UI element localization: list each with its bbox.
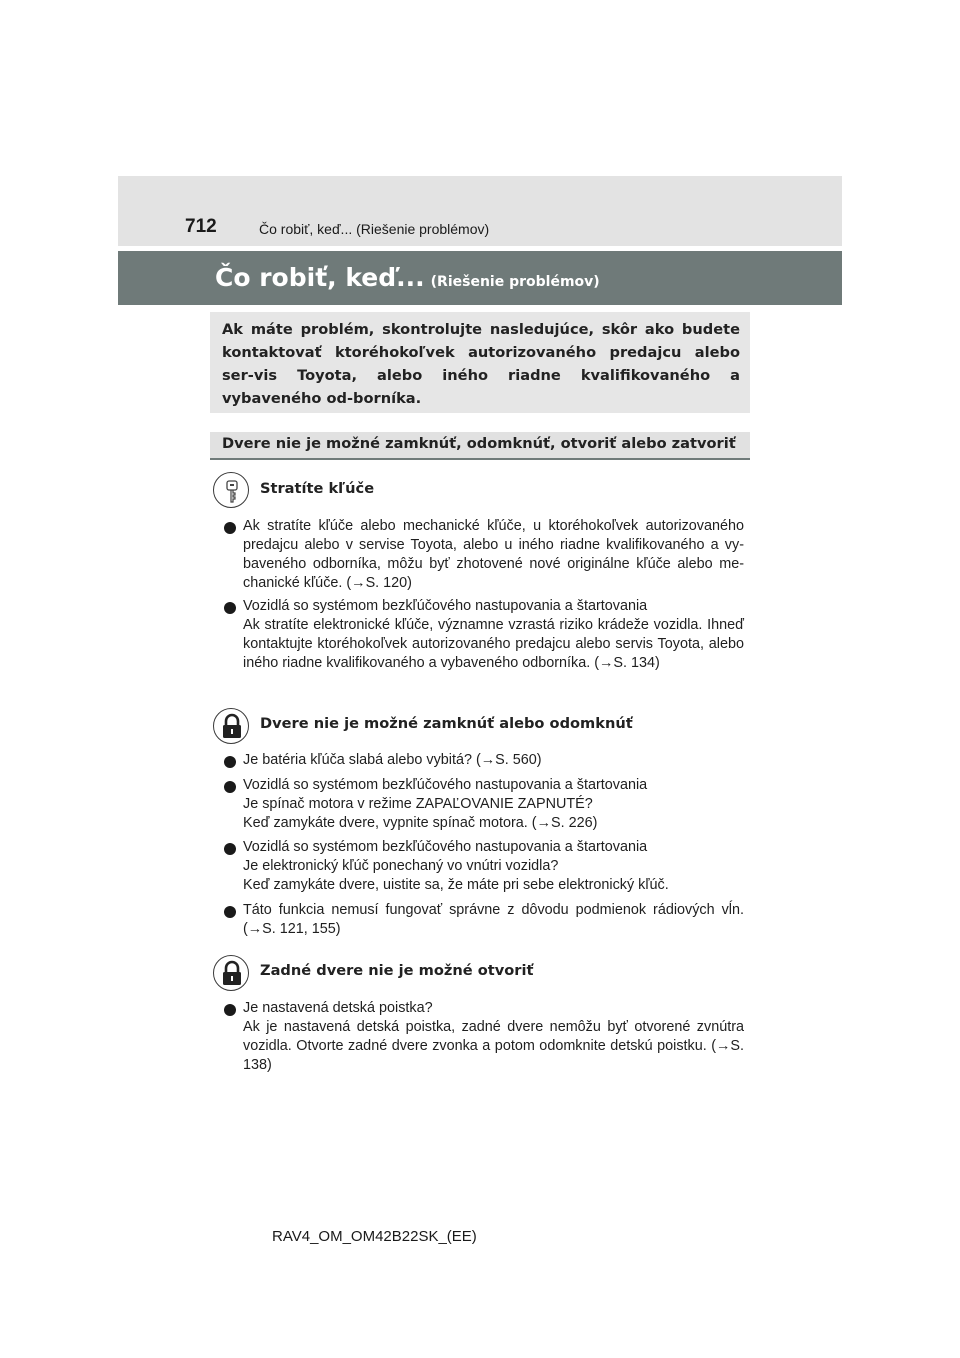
intro-box [210,312,750,413]
list-item-line: Ak je nastavená detská poistka, zadné dvere nemôžu byť otvorené zvnútra vozidla. Otvorte zadné dvere zvonka a potom odomknite detskú poistku. (→S. 138) [243,1019,744,1073]
list-item [243,901,744,939]
bullet [224,756,236,768]
list-item-line: Vozidlá so systémom bezkľúčového nastupovania a štartovania [243,839,648,855]
list-item [243,776,744,833]
bullet [224,906,236,918]
page-title [215,263,600,292]
list-item-line: Ak stratíte elektronické kľúče, významne vzrastá riziko krádeže vozidla. Ihneď kontaktujte ktoréhokoľvek autorizovaného predajcu alebo servis Toyota, alebo iného riadne kvalifikovaného a vybaveného odborníka. (→S. 134) [243,617,744,671]
list-item-line: Ak stratíte kľúče alebo mechanické kľúče, u ktoréhokoľvek autorizovaného predajcu alebo v servise Toyota, alebo u iného riadne kvalifikovaného a vy-baveného odborníka, môžu byť zhotovené nové originálne kľúče alebo me-chanické kľúče. (→S. 120) [243,518,744,591]
list-item [243,597,744,673]
section-heading [210,432,750,460]
intro-text: Ak máte problém, skontrolujte nasledujúce, skôr ako budete kontaktovať ktoréhokoľvek autorizovaného predajcu alebo ser-vis Toyota, alebo iného riadne kvalifikovaného a vybaveného od-borníka. [222,321,740,407]
list-item [243,999,744,1075]
title-bar [118,251,842,305]
list-item [243,751,744,770]
key-icon [213,472,249,508]
list-item-line: Je elektronický kľúč ponechaný vo vnútri vozidla? [243,858,559,874]
padlock-icon [213,955,249,991]
topic-title-rear-door: Zadné dvere nie je možné otvoriť [260,962,534,979]
bullet [224,522,236,534]
list-item-line: Keď zamykáte dvere, vypnite spínač motora. (→S. 226) [243,815,598,831]
list-item [243,838,744,895]
document-code: RAV4_OM_OM42B22SK_(EE) [272,1228,477,1245]
list-item-line: Keď zamykáte dvere, uistite sa, že máte pri sebe elektronický kľúč. [243,877,669,893]
page-title-sub: (Riešenie problémov) [430,274,600,290]
section-heading-text: Dvere nie je možné zamknúť, odomknúť, otvoriť alebo zatvoriť [222,435,736,452]
page-number: 712 [185,216,217,237]
list-item-line: Táto funkcia nemusí fungovať správne z dôvodu podmienok rádiových vĺn. (→S. 121, 155) [243,902,744,937]
topic-title-lock-unlock: Dvere nie je možné zamknúť alebo odomknúť [260,715,633,732]
list-item [243,517,744,593]
running-title: Čo robiť, keď... (Riešenie problémov) [259,221,490,237]
topic-title-lost-keys: Stratíte kľúče [260,480,375,497]
bullet [224,602,236,614]
list-item-line: Vozidlá so systémom bezkľúčového nastupovania a štartovania [243,777,648,793]
list-item-line: Je nastavená detská poistka? [243,1000,433,1016]
padlock-icon [213,708,249,744]
bullet [224,1004,236,1016]
list-item-line: Vozidlá so systémom bezkľúčového nastupovania a štartovania [243,598,648,614]
page-title-main: Čo robiť, keď... [215,263,425,292]
list-item-line: Je spínač motora v režime ZAPAĽOVANIE ZAPNUTÉ? [243,796,593,812]
bullet [224,843,236,855]
bullet [224,781,236,793]
list-item-line: Je batéria kľúča slabá alebo vybitá? (→S. 560) [243,752,542,768]
